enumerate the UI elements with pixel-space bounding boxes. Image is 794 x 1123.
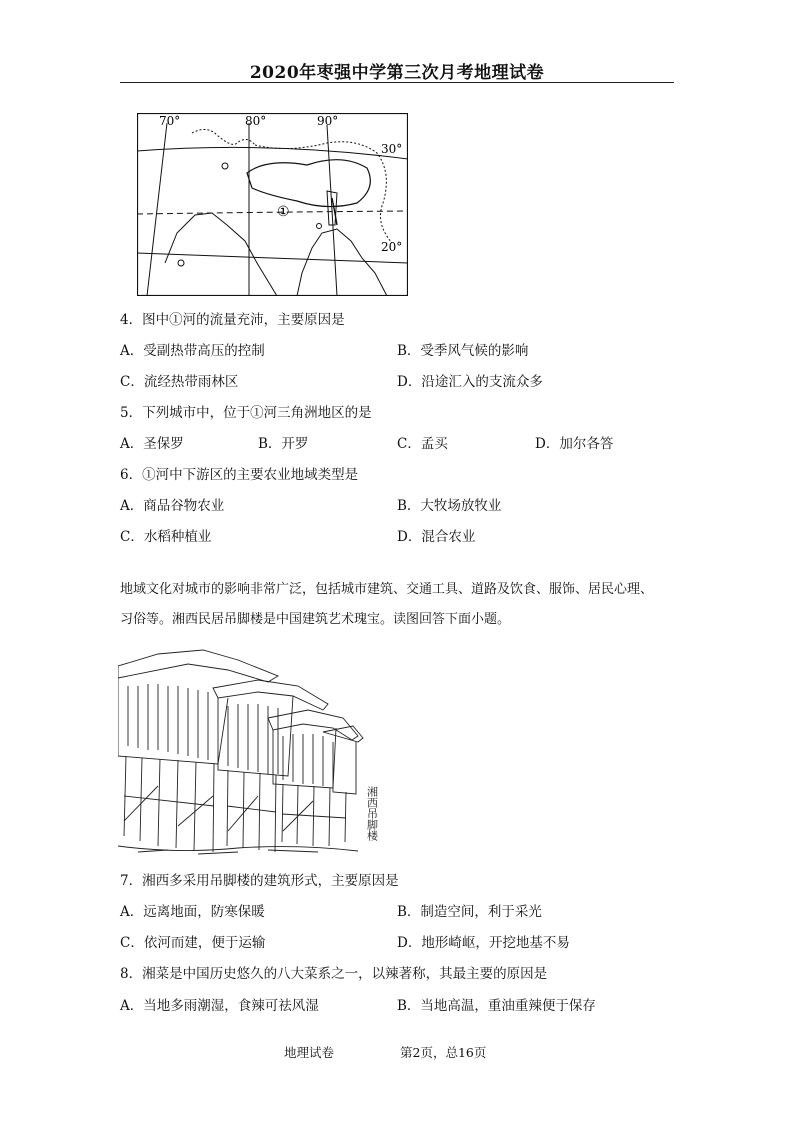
stilt-house-sketch [118, 646, 380, 858]
q4-option-a: A．受副热带高压的控制 [120, 343, 265, 359]
q6-option-a: A．商品谷物农业 [120, 498, 225, 514]
question-8-stem: 8．湘菜是中国历史悠久的八大菜系之一，以辣著称，其最主要的原因是 [120, 966, 548, 982]
label-70: 70° [159, 114, 181, 128]
question-5-stem: 5．下列城市中，位于①河三角洲地区的是 [120, 405, 372, 421]
sketch-signature: 湘西吊脚楼 [365, 786, 379, 841]
question-7-stem: 7．湘西多采用吊脚楼的建筑形式，主要原因是 [120, 873, 399, 889]
question-6-stem: 6．①河中下游区的主要农业地域类型是 [120, 467, 359, 483]
passage-line-1: 地域文化对城市的影响非常广泛，包括城市建筑、交通工具、道路及饮食、服饰、居民心理、 [120, 582, 654, 597]
footer-page-number: 第2页，总16页 [400, 1045, 487, 1060]
q4-option-c: C．流经热带雨林区 [120, 374, 239, 390]
label-30: 30° [381, 142, 403, 156]
footer-subject: 地理试卷 [284, 1045, 335, 1060]
q8-option-a: A．当地多雨潮湿，食辣可祛风湿 [120, 998, 319, 1014]
q8-option-b: B．当地高温，重油重辣便于保存 [397, 998, 596, 1014]
label-90: 90° [317, 114, 339, 128]
q7-option-b: B．制造空间，利于采光 [397, 904, 542, 920]
header-rule [120, 82, 674, 83]
q5-option-b: B．开罗 [258, 436, 309, 452]
q7-option-d: D．地形崎岖，开挖地基不易 [397, 935, 570, 951]
q5-option-c: C．孟买 [397, 436, 448, 452]
south-asia-map [137, 113, 408, 296]
q7-option-c: C．依河而建，便于运输 [120, 935, 266, 951]
q6-option-d: D．混合农业 [397, 529, 476, 545]
q4-option-b: B．受季风气候的影响 [397, 343, 529, 359]
question-4-stem: 4．图中①河的流量充沛，主要原因是 [120, 312, 345, 328]
q7-option-a: A．远离地面，防寒保暖 [120, 904, 265, 920]
river-marker: ① [277, 204, 290, 220]
passage-line-2: 习俗等。湘西民居吊脚楼是中国建筑艺术瑰宝。读图回答下面小题。 [120, 612, 511, 627]
label-80: 80° [245, 114, 267, 128]
q4-option-d: D．沿途汇入的支流众多 [397, 374, 543, 390]
q6-option-c: C．水稻种植业 [120, 529, 212, 545]
page-title: 2020年枣强中学第三次月考地理试卷 [249, 63, 545, 83]
q5-option-a: A．圣保罗 [120, 436, 184, 452]
reading-passage [120, 575, 680, 635]
q5-option-d: D．加尔各答 [535, 436, 614, 452]
q6-option-b: B．大牧场放牧业 [397, 498, 502, 514]
label-20: 20° [381, 240, 403, 254]
